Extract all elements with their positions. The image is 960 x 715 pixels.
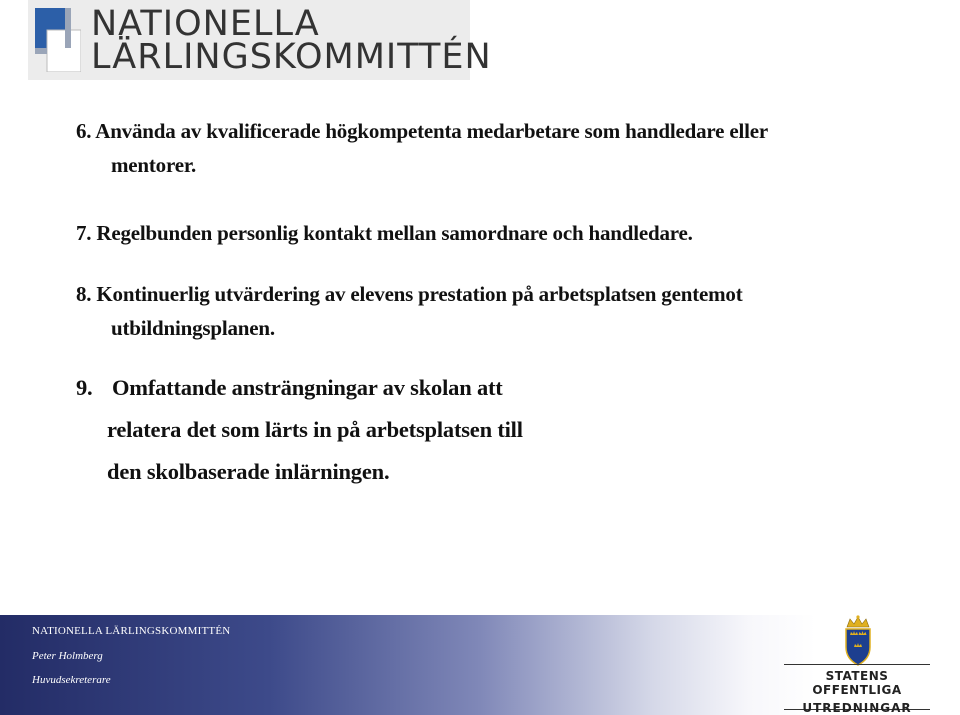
sou-line-1: STATENS OFFENTLIGA xyxy=(812,669,902,697)
footer xyxy=(0,615,960,715)
list-item-7 xyxy=(76,216,693,250)
list-item-9 xyxy=(76,367,523,493)
list-item-8 xyxy=(76,277,743,345)
footer-organization: NATIONELLA LÄRLINGSKOMMITTÉN xyxy=(32,625,231,637)
crest-icon xyxy=(838,615,878,667)
footer-name: Peter Holmberg xyxy=(32,650,103,662)
logo-line-1: NATIONELLA xyxy=(91,4,320,44)
list-item-continuation: relatera det som lärts in på arbetsplatsen till xyxy=(107,417,523,442)
list-item-6 xyxy=(76,114,768,182)
list-item-continuation: mentorer. xyxy=(111,153,197,177)
logo xyxy=(28,0,492,80)
footer-role: Huvudsekreterare xyxy=(32,674,111,686)
sou-line-2: UTREDNINGAR xyxy=(802,701,912,715)
list-item-text: 7. Regelbunden personlig kontakt mellan samordnare och handledare. xyxy=(76,221,693,245)
list-item-continuation: utbildningsplanen. xyxy=(111,316,275,340)
list-item-continuation: den skolbaserade inlärningen. xyxy=(107,459,390,484)
list-item-number: 9. xyxy=(76,375,93,400)
list-item-text: Omfattande ansträngningar av skolan att xyxy=(112,375,503,400)
logo-squares-icon xyxy=(35,8,81,72)
list-item-text: 6. Använda av kvalificerade högkompetenta medarbetare som handledare eller xyxy=(76,119,768,143)
list-item-text: 8. Kontinuerlig utvärdering av elevens prestation på arbetsplatsen gentemot xyxy=(76,282,743,306)
sou-logo xyxy=(784,664,930,715)
logo-line-2: LÄRLINGSKOMMITTÉN xyxy=(91,37,492,77)
